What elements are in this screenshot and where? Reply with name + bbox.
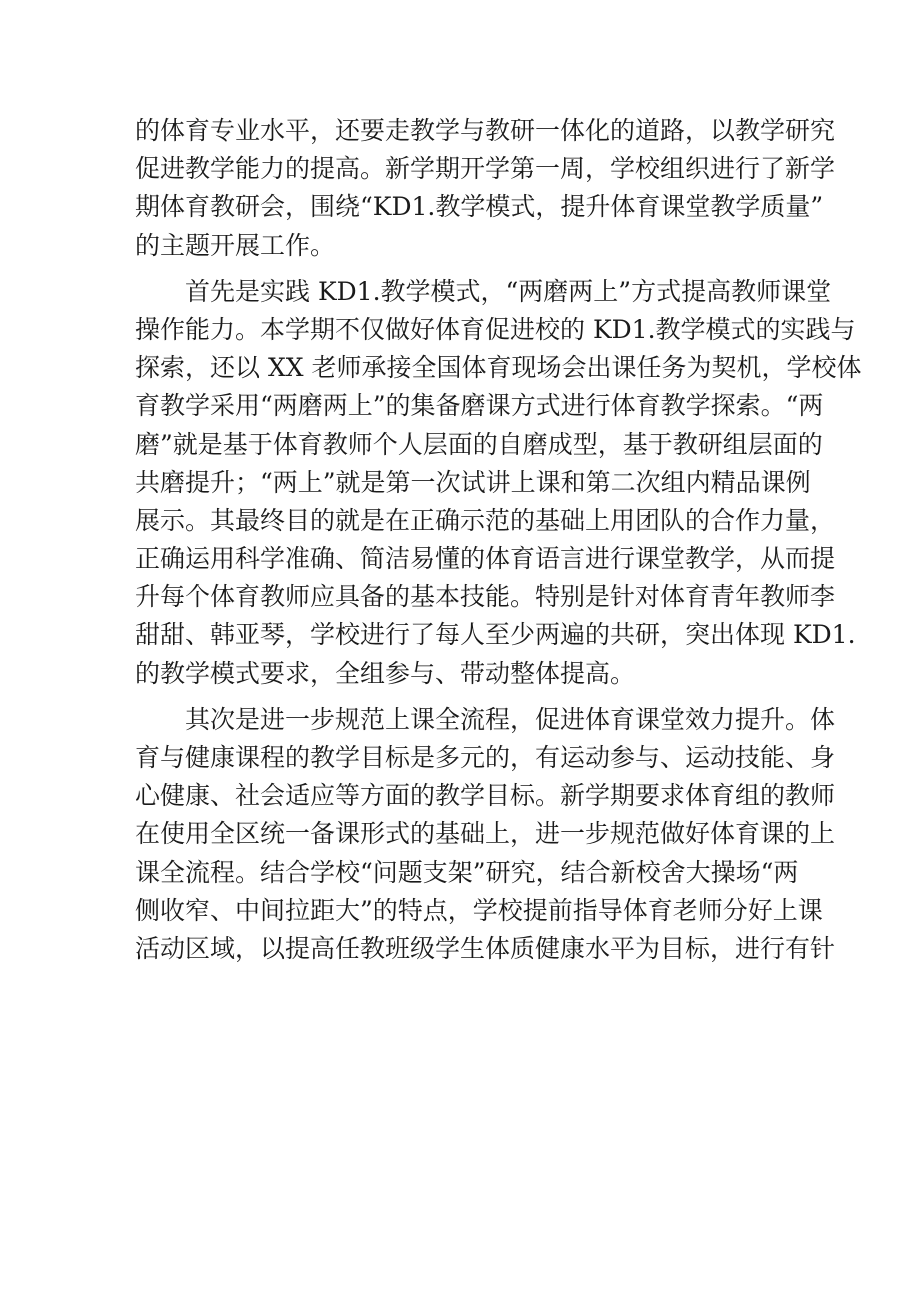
paragraph-gap — [135, 265, 795, 273]
text-line: 共磨提升；“两上”就是第一次试讲上课和第二次组内精品课例 — [135, 467, 811, 497]
text-line: 升每个体育教师应具备的基本技能。特别是针对体育青年教师李 — [135, 582, 836, 612]
text-line: 操作能力。本学期不仅做好体育促进校的 KD1.教学模式的实践与 — [135, 314, 856, 344]
text-line: 的主题开展工作。 — [135, 230, 336, 260]
paragraph — [135, 273, 862, 693]
text-line: 活动区域，以提高任教班级学生体质健康水平为目标，进行有针 — [135, 933, 836, 963]
text-line: 心健康、社会适应等方面的教学目标。新学期要求体育组的教师 — [135, 781, 836, 811]
paragraph-gap — [135, 693, 795, 701]
text-line: 促进教学能力的提高。新学期开学第一周，学校组织进行了新学 — [135, 154, 836, 184]
text-line: 首先是实践 KD1.教学模式，“两磨两上”方式提高教师课堂 — [135, 276, 832, 306]
text-line: 的教学模式要求，全组参与、带动整体提高。 — [135, 658, 636, 688]
text-line: 在使用全区统一备课形式的基础上，进一步规范做好体育课的上 — [135, 819, 836, 849]
text-line: 正确运用科学准确、简洁易懂的体育语言进行课堂教学，从而提 — [135, 544, 836, 574]
text-line: 侧收窄、中间拉距大”的特点，学校提前指导体育老师分好上课 — [135, 895, 823, 925]
text-line: 育与健康课程的教学目标是多元的，有运动参与、运动技能、身 — [135, 743, 836, 772]
text-line: 磨”就是基于体育教师个人层面的自磨成型，基于教研组层面的 — [135, 429, 823, 459]
paragraph — [135, 112, 836, 265]
text-line: 育教学采用“两磨两上”的集备磨课方式进行体育教学探索。“两 — [135, 391, 824, 421]
text-line: 期体育教研会，围绕“KD1.教学模式，提升体育课堂教学质量” — [135, 192, 824, 222]
text-line: 甜甜、韩亚琴，学校进行了每人至少两遍的共研，突出体现 KD1. — [135, 620, 856, 650]
text-line: 探索，还以 XX 老师承接全国体育现场会出课任务为契机，学校体 — [135, 353, 862, 383]
text-line: 其次是进一步规范上课全流程，促进体育课堂效力提升。体 — [135, 704, 836, 734]
text-line: 的体育专业水平，还要走教学与教研一体化的道路，以教学研究 — [135, 116, 836, 145]
body-text — [135, 112, 862, 968]
text-line: 课全流程。结合学校“问题支架”研究，结合新校舍大操场“两 — [135, 857, 799, 887]
paragraph — [135, 701, 836, 968]
text-line: 展示。其最终目的就是在正确示范的基础上用团队的合作力量， — [135, 505, 836, 535]
